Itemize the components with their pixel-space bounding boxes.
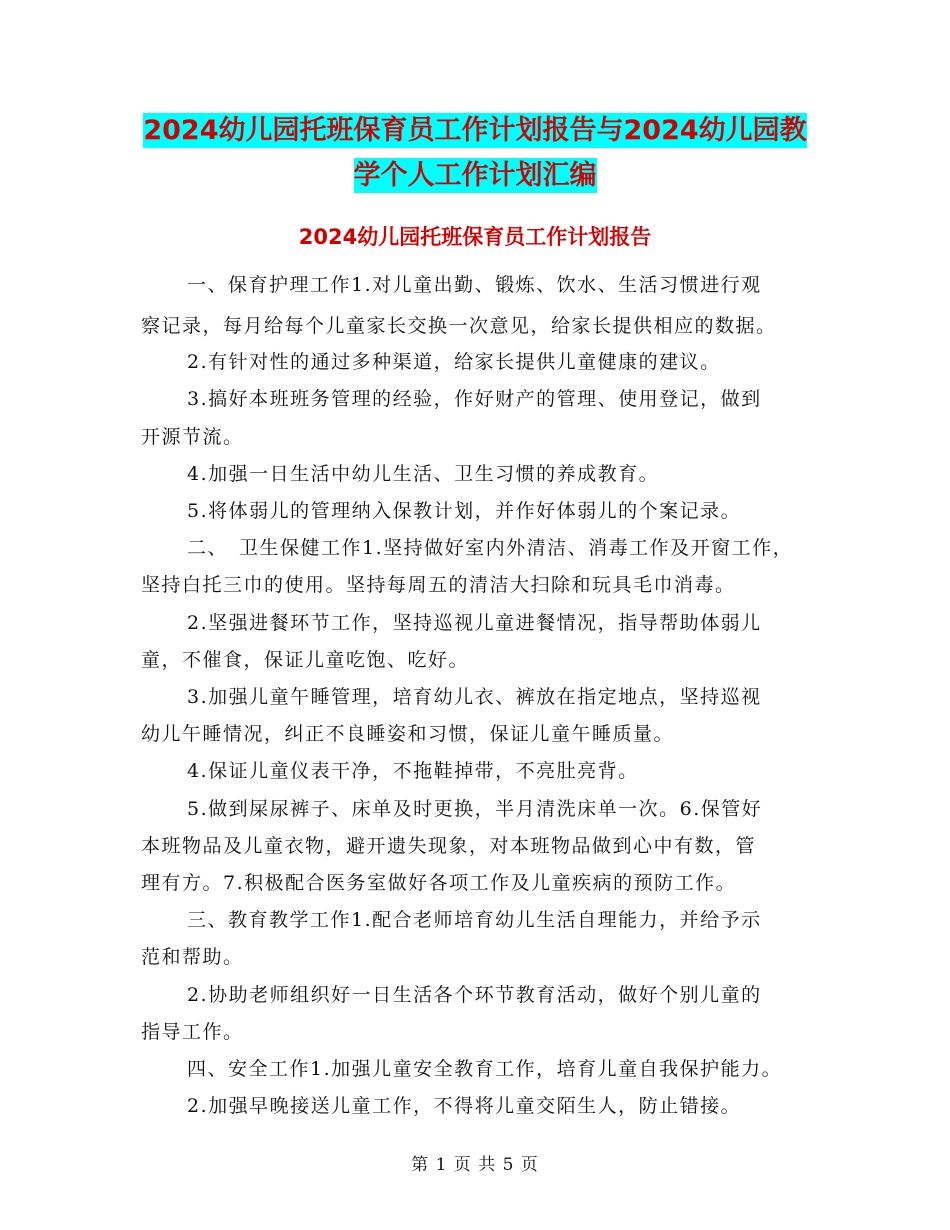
text-line: 二、 卫生保健工作1.坚持做好室内外清洁、消毒工作及开窗工作，: [187, 537, 794, 559]
text-line: 理有方。7.积极配合医务室做好各项工作及儿童疾病的预防工作。: [141, 872, 737, 894]
text-line: 四、安全工作1.加强儿童安全教育工作，培育儿童自我保护能力。: [187, 1058, 783, 1080]
text-line: 4.加强一日生活中幼儿生活、卫生习惯的养成教育。: [187, 463, 660, 485]
text-line: 察记录，每月给每个儿童家长交换一次意见，给家长提供相应的数据。: [141, 315, 777, 337]
page-footer: 第 1 页 共 5 页: [411, 1155, 539, 1175]
text-line: 3.加强儿童午睡管理，培育幼儿衣、裤放在指定地点，坚持巡视: [187, 686, 762, 708]
text-line: 5.将体弱儿的管理纳入保教计划，并作好体弱儿的个案记录。: [187, 500, 742, 522]
document-title-line-2: [0, 154, 950, 198]
document-title-line-1: [0, 109, 950, 153]
text-line: 2.有针对性的通过多种渠道，给家长提供儿童健康的建议。: [187, 351, 721, 373]
text-line: 三、教育教学工作1.配合老师培育幼儿生活自理能力，并给予示: [187, 909, 762, 931]
text-line: 一、保育护理工作1.对儿童出勤、锻炼、饮水、生活习惯进行观: [187, 274, 762, 296]
text-line: 幼儿午睡情况，纠正不良睡姿和习惯，保证儿童午睡质量。: [141, 723, 675, 745]
text-line: 2.加强早晚接送儿童工作，不得将儿童交陌生人，防止错接。: [187, 1095, 742, 1117]
title-highlight-2: 学个人工作计划汇编: [353, 160, 597, 191]
text-line: 范和帮助。: [141, 946, 244, 968]
text-line: 5.做到屎尿裤子、床单及时更换，半月清洗床单一次。6.保管好: [187, 798, 763, 820]
text-line: 童，不催食，保证儿童吃饱、吃好。: [141, 649, 470, 671]
text-line: 开源节流。: [141, 426, 244, 448]
text-line: 2.坚强进餐环节工作，坚持巡视儿童进餐情况，指导帮助体弱儿: [187, 612, 762, 634]
text-line: 指导工作。: [141, 1021, 244, 1043]
text-line: 本班物品及儿童衣物，避开遗失现象，对本班物品做到心中有数，管: [141, 835, 757, 857]
section-title: 2024幼儿园托班保育员工作计划报告: [298, 225, 652, 249]
text-line: 3.搞好本班班务管理的经验，作好财产的管理、使用登记，做到: [187, 388, 762, 410]
text-line: 4.保证儿童仪表干净，不拖鞋掉带，不亮肚亮背。: [187, 760, 639, 782]
text-line: 坚持白托三巾的使用。坚持每周五的清洁大扫除和玩具毛巾消毒。: [141, 574, 736, 596]
text-line: 2.协助老师组织好一日生活各个环节教育活动，做好个别儿童的: [187, 984, 762, 1006]
title-highlight-1: 2024幼儿园托班保育员工作计划报告与2024幼儿园教: [143, 115, 807, 146]
